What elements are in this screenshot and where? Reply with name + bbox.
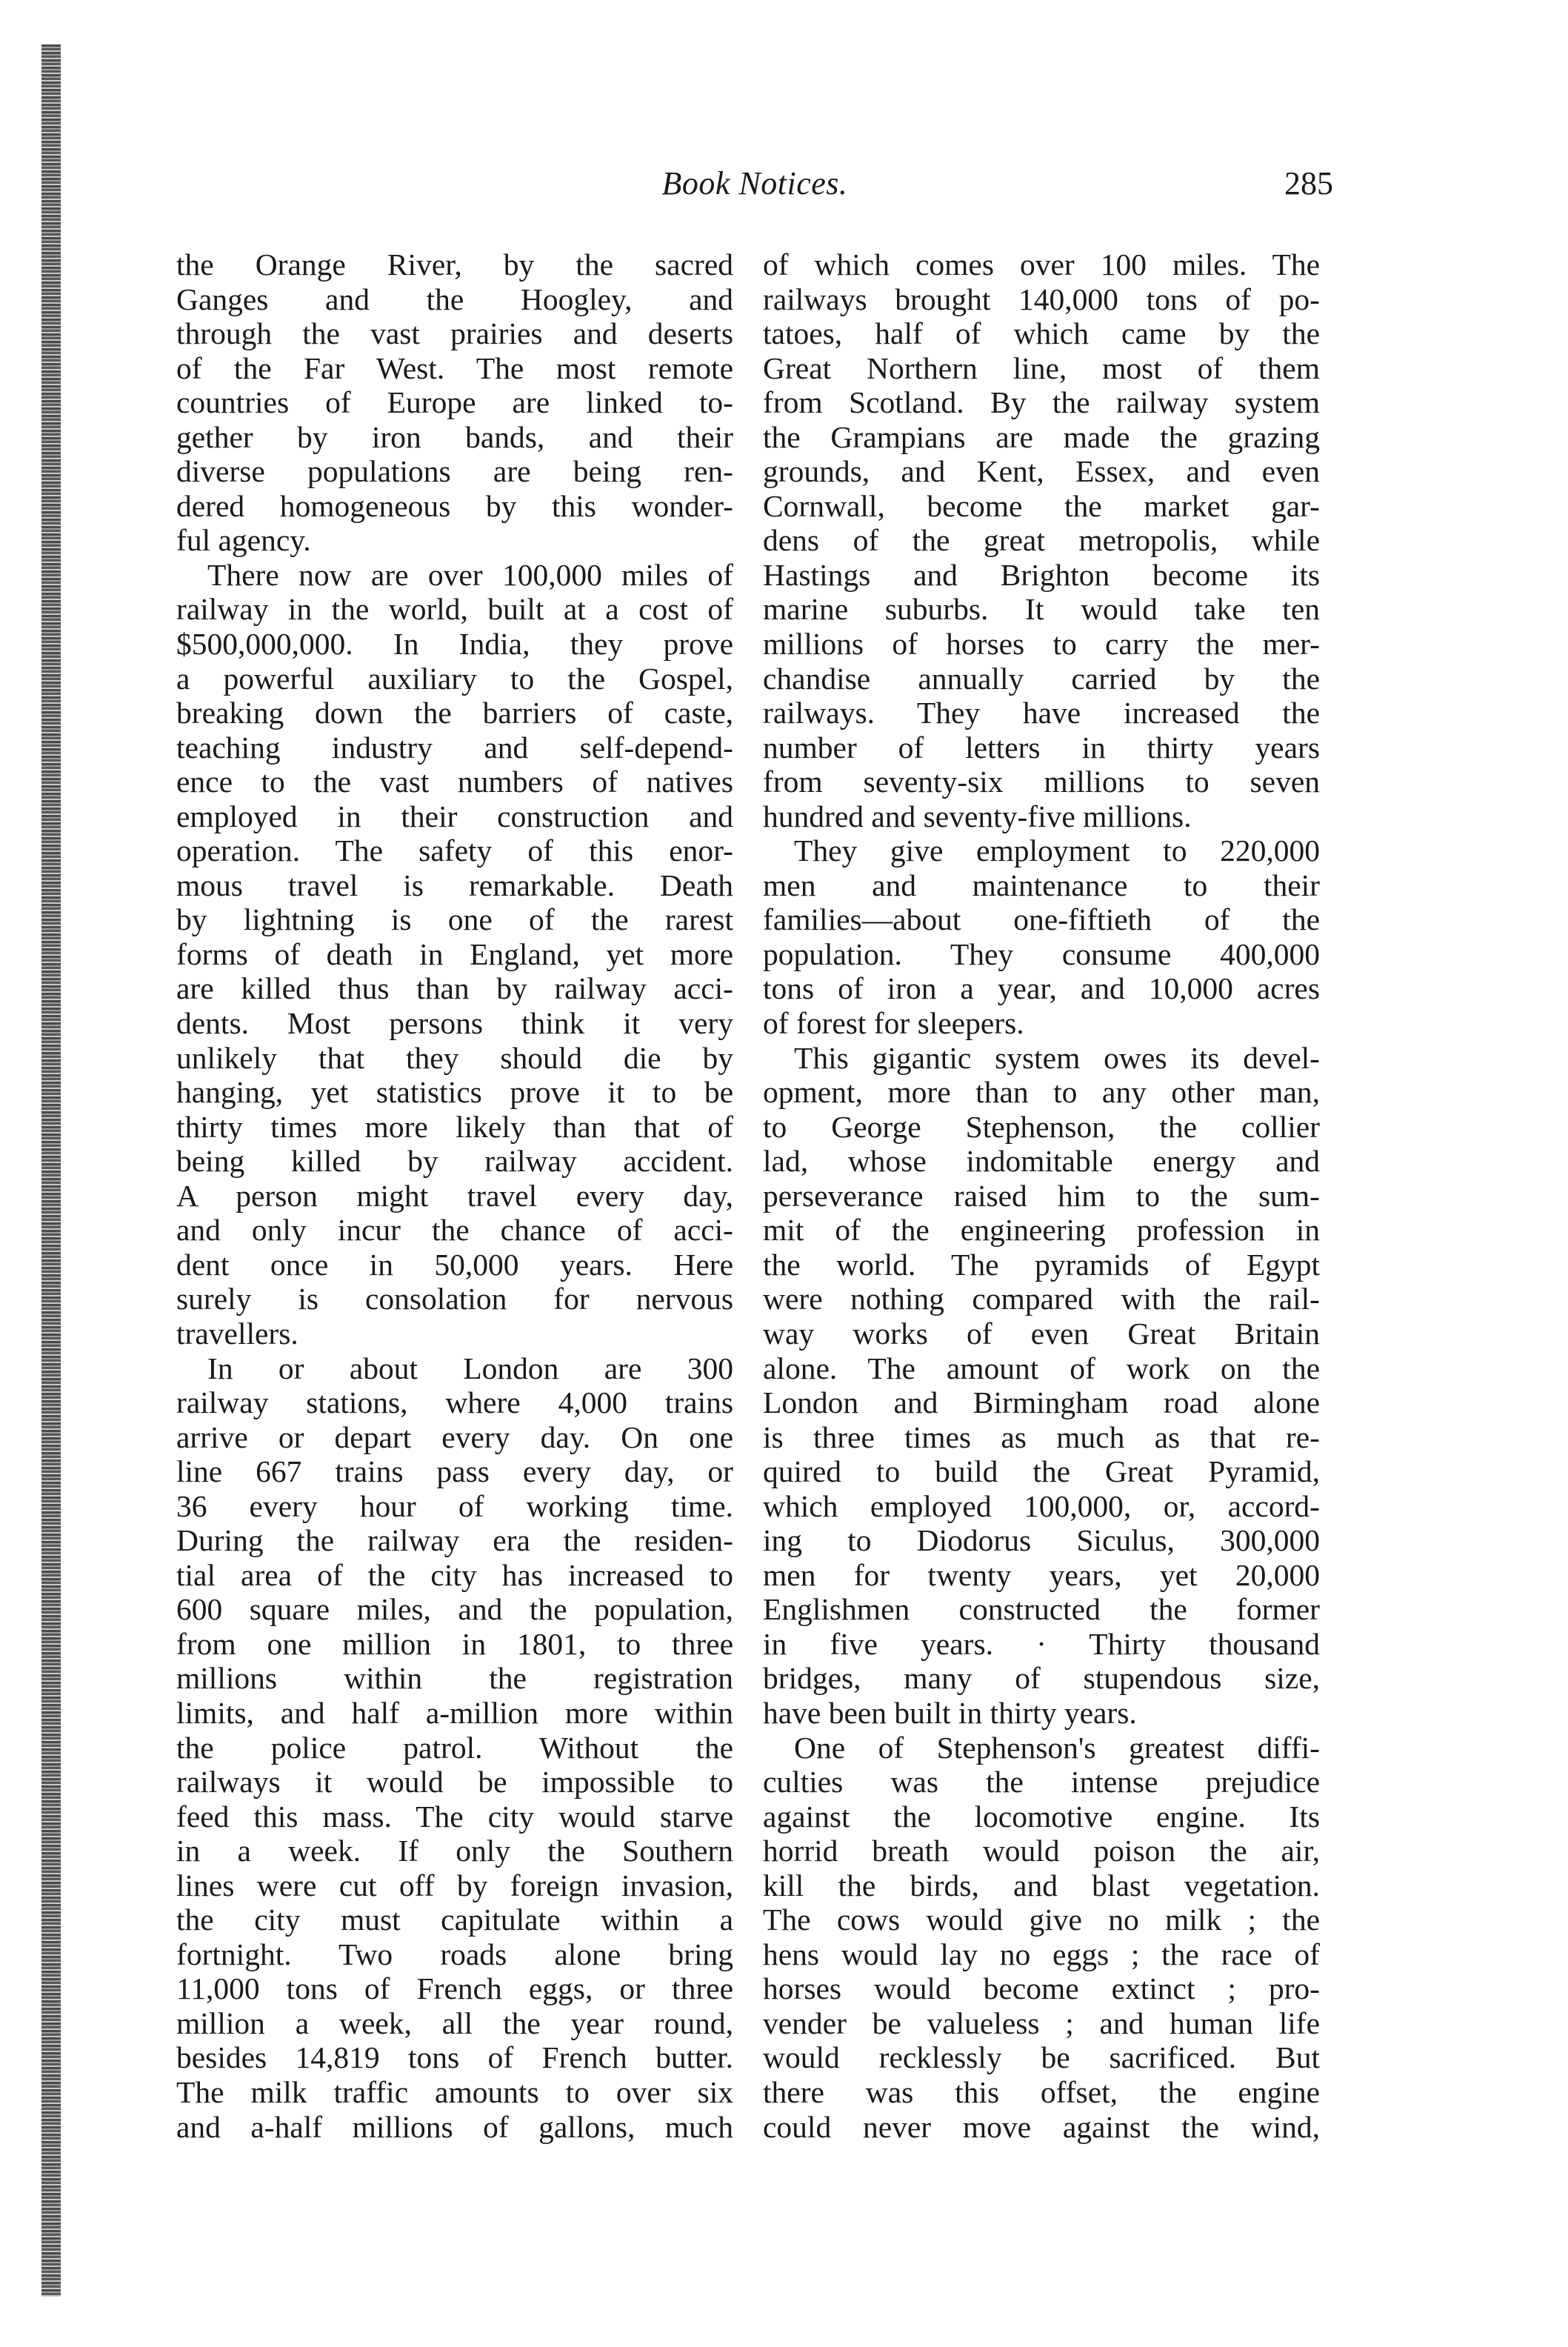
- text-line: forms of death in England, yet more: [176, 936, 733, 971]
- text-line: This gigantic system owes its devel-: [794, 1040, 1320, 1075]
- text-line: chandise annually carried by the: [763, 661, 1320, 696]
- text-line: 11,000 tons of French eggs, or three: [176, 1971, 733, 2006]
- text-line: unlikely that they should die by: [176, 1040, 733, 1075]
- text-line: London and Birmingham road alone: [763, 1385, 1320, 1420]
- text-line: millions of horses to carry the mer-: [763, 627, 1320, 662]
- text-line: population. They consume 400,000: [763, 936, 1320, 971]
- text-line: One of Stephenson's greatest diffi-: [794, 1730, 1320, 1765]
- text-line: by lightning is one of the rarest: [176, 902, 733, 937]
- text-line: being killed by railway accident.: [176, 1144, 733, 1179]
- text-line: which employed 100,000, or, accord-: [763, 1488, 1320, 1523]
- text-line: Ganges and the Hoogley, and: [176, 282, 733, 316]
- text-line: the police patrol. Without the: [176, 1730, 733, 1765]
- page-number: 285: [1284, 165, 1333, 202]
- text-line: Englishmen constructed the former: [763, 1592, 1320, 1627]
- text-line: Cornwall, become the market gar-: [763, 488, 1320, 523]
- text-line: ing to Diodorus Siculus, 300,000: [763, 1523, 1320, 1558]
- text-line: could never move against the wind,: [763, 2109, 1320, 2144]
- text-line: horses would become extinct ; pro-: [763, 1971, 1320, 2006]
- text-line: in five years. · Thirty thousand: [763, 1626, 1320, 1661]
- text-line: the Grampians are made the grazing: [763, 419, 1320, 454]
- text-line: travellers.: [176, 1316, 298, 1351]
- text-line: million a week, all the year round,: [176, 2005, 733, 2040]
- text-line: operation. The safety of this enor-: [176, 833, 733, 868]
- text-line: men and maintenance to their: [763, 868, 1320, 902]
- text-line: vender be valueless ; and human life: [763, 2005, 1320, 2040]
- text-line: the city must capitulate within a: [176, 1902, 733, 1937]
- text-line: thirty times more likely than that of: [176, 1109, 733, 1144]
- text-line: The cows would give no milk ; the: [763, 1902, 1320, 1937]
- text-line: There now are over 100,000 miles of: [207, 557, 733, 592]
- text-line: hens would lay no eggs ; the race of: [763, 1937, 1320, 1971]
- text-line: dered homogeneous by this wonder-: [176, 488, 733, 523]
- text-line: employed in their construction and: [176, 799, 733, 833]
- text-line: culties was the intense prejudice: [763, 1765, 1320, 1800]
- text-line: hundred and seventy-five millions.: [763, 799, 1192, 833]
- page-header: [176, 164, 1333, 216]
- text-line: limits, and half a-million more within: [176, 1695, 733, 1730]
- text-line: and only incur the chance of acci-: [176, 1213, 733, 1248]
- right-text-column: [763, 247, 1320, 2144]
- text-line: the world. The pyramids of Egypt: [763, 1247, 1320, 1282]
- text-line: kill the birds, and blast vegetation.: [763, 1868, 1320, 1902]
- text-line: would recklessly be sacrificed. But: [763, 2040, 1320, 2075]
- text-line: railways. They have increased the: [763, 696, 1320, 730]
- text-line: bridges, many of stupendous size,: [763, 1661, 1320, 1696]
- text-line: diverse populations are being ren-: [176, 454, 733, 489]
- text-line: railways it would be impossible to: [176, 1765, 733, 1800]
- text-line: $500,000,000. In India, they prove: [176, 627, 733, 662]
- text-line: ence to the vast numbers of natives: [176, 765, 733, 799]
- text-line: line 667 trains pass every day, or: [176, 1454, 733, 1489]
- text-line: were nothing compared with the rail-: [763, 1282, 1320, 1316]
- text-line: mit of the engineering profession in: [763, 1213, 1320, 1248]
- text-line: fortnight. Two roads alone bring: [176, 1937, 733, 1971]
- text-line: dent once in 50,000 years. Here: [176, 1247, 733, 1282]
- text-line: railways brought 140,000 tons of po-: [763, 282, 1320, 316]
- text-line: of the Far West. The most remote: [176, 350, 733, 385]
- text-line: men for twenty years, yet 20,000: [763, 1557, 1320, 1592]
- text-line: from one million in 1801, to three: [176, 1626, 733, 1661]
- text-line: railway in the world, built at a cost of: [176, 592, 733, 627]
- running-head: Book Notices.: [661, 165, 848, 202]
- text-line: of forest for sleepers.: [763, 1006, 1024, 1041]
- text-line: feed this mass. The city would starve: [176, 1799, 733, 1834]
- text-line: families—about one-fiftieth of the: [763, 902, 1320, 937]
- text-line: alone. The amount of work on the: [763, 1351, 1320, 1385]
- text-line: the Orange River, by the sacred: [176, 247, 733, 282]
- text-line: quired to build the Great Pyramid,: [763, 1454, 1320, 1489]
- text-line: surely is consolation for nervous: [176, 1282, 733, 1316]
- text-line: ful agency.: [176, 523, 311, 558]
- text-line: from Scotland. By the railway system: [763, 385, 1320, 420]
- text-line: A person might travel every day,: [176, 1178, 733, 1213]
- text-line: dens of the great metropolis, while: [763, 523, 1320, 558]
- text-line: in a week. If only the Southern: [176, 1834, 733, 1868]
- text-line: hanging, yet statistics prove it to be: [176, 1075, 733, 1110]
- text-line: mous travel is remarkable. Death: [176, 868, 733, 902]
- text-line: Hastings and Brighton become its: [763, 557, 1320, 592]
- text-line: 36 every hour of working time.: [176, 1488, 733, 1523]
- text-line: there was this offset, the engine: [763, 2074, 1320, 2109]
- left-text-column: [176, 247, 733, 2144]
- text-line: teaching industry and self-depend-: [176, 730, 733, 765]
- text-line: horrid breath would poison the air,: [763, 1834, 1320, 1868]
- text-line: They give employment to 220,000: [794, 833, 1320, 868]
- text-line: perseverance raised him to the sum-: [763, 1178, 1320, 1213]
- text-line: against the locomotive engine. Its: [763, 1799, 1320, 1834]
- text-line: dents. Most persons think it very: [176, 1006, 733, 1041]
- text-line: countries of Europe are linked to-: [176, 385, 733, 420]
- text-line: 600 square miles, and the population,: [176, 1592, 733, 1627]
- text-line: grounds, and Kent, Essex, and even: [763, 454, 1320, 489]
- text-line: way works of even Great Britain: [763, 1316, 1320, 1351]
- text-line: besides 14,819 tons of French butter.: [176, 2040, 733, 2075]
- text-line: tial area of the city has increased to: [176, 1557, 733, 1592]
- text-line: gether by iron bands, and their: [176, 419, 733, 454]
- text-line: number of letters in thirty years: [763, 730, 1320, 765]
- text-line: marine suburbs. It would take ten: [763, 592, 1320, 627]
- text-line: During the railway era the residen-: [176, 1523, 733, 1558]
- text-line: In or about London are 300: [207, 1351, 733, 1385]
- text-line: millions within the registration: [176, 1661, 733, 1696]
- text-line: The milk traffic amounts to over six: [176, 2074, 733, 2109]
- text-line: is three times as much as that re-: [763, 1419, 1320, 1454]
- text-line: to George Stephenson, the collier: [763, 1109, 1320, 1144]
- text-line: tatoes, half of which came by the: [763, 316, 1320, 351]
- text-line: through the vast prairies and deserts: [176, 316, 733, 351]
- text-line: tons of iron a year, and 10,000 acres: [763, 971, 1320, 1006]
- text-line: lad, whose indomitable energy and: [763, 1144, 1320, 1179]
- text-line: from seventy-six millions to seven: [763, 765, 1320, 799]
- text-line: a powerful auxiliary to the Gospel,: [176, 661, 733, 696]
- text-line: and a-half millions of gallons, much: [176, 2109, 733, 2144]
- text-line: of which comes over 100 miles. The: [763, 247, 1320, 282]
- text-line: Great Northern line, most of them: [763, 350, 1320, 385]
- text-line: railway stations, where 4,000 trains: [176, 1385, 733, 1420]
- text-line: arrive or depart every day. On one: [176, 1419, 733, 1454]
- binding-edge: [41, 44, 61, 2297]
- text-line: are killed thus than by railway acci-: [176, 971, 733, 1006]
- text-line: lines were cut off by foreign invasion,: [176, 1868, 733, 1902]
- text-line: have been built in thirty years.: [763, 1695, 1137, 1730]
- text-line: breaking down the barriers of caste,: [176, 696, 733, 730]
- text-line: opment, more than to any other man,: [763, 1075, 1320, 1110]
